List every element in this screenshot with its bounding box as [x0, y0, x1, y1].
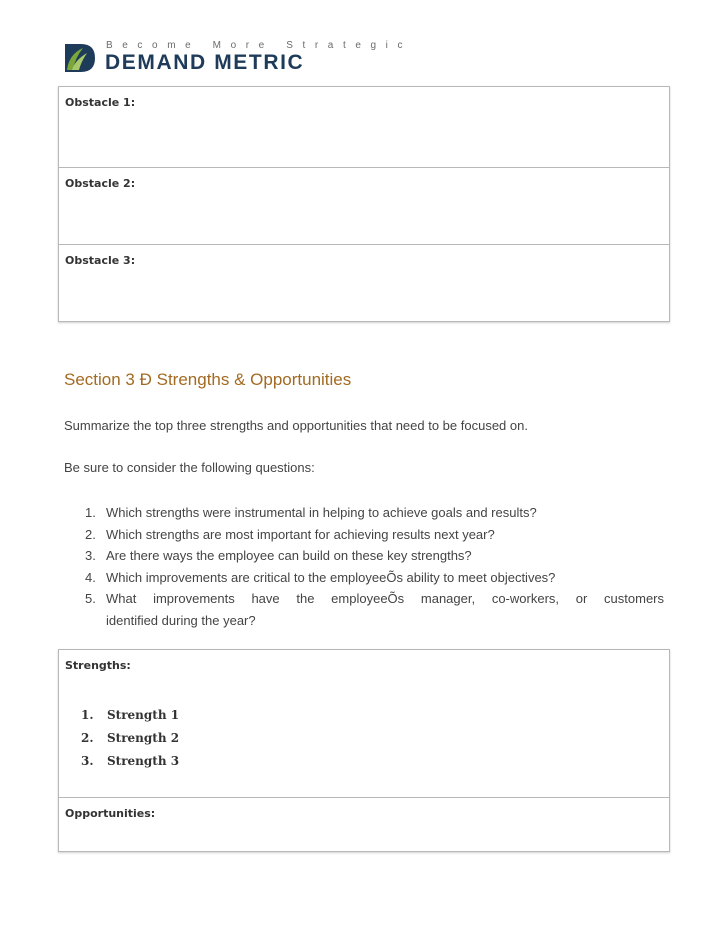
strengths-row: [59, 650, 669, 798]
list-item-number: 3.: [81, 754, 94, 768]
obstacle-row-1: [59, 87, 669, 168]
list-item-number: 1.: [81, 708, 94, 722]
list-item: [64, 545, 664, 567]
strengths-opportunities-table: [58, 649, 670, 852]
list-item: [64, 588, 664, 631]
list-item-text: What improvements have the employeeÕs manager, co-workers, or customers: [106, 591, 664, 606]
section-title: Section 3 Ð Strengths & Opportunities: [64, 370, 352, 389]
obstacle-row-2: [59, 168, 669, 245]
logo-tagline: Become More Strategic: [106, 40, 413, 51]
strengths-label: Strengths:: [65, 659, 131, 672]
demand-metric-logo: [63, 38, 413, 78]
list-item-number: 4.: [85, 569, 96, 585]
logo-brand-name: DEMAND METRIC: [105, 51, 305, 74]
list-item: [64, 502, 664, 524]
list-item-text: Are there ways the employee can build on these key strengths?: [106, 548, 472, 563]
list-item: [81, 704, 179, 727]
question-list: [64, 502, 664, 631]
obstacle-label: Obstacle 2:: [65, 177, 136, 190]
list-item-number: 2.: [85, 526, 96, 542]
list-item-text: Which strengths are most important for achieving results next year?: [106, 526, 495, 542]
list-item-text: Which improvements are critical to the employeeÕs ability to meet objectives?: [106, 569, 556, 585]
list-item-text: Strength 3: [107, 754, 180, 768]
list-item-number: 3.: [85, 548, 96, 563]
logo-mark-icon: [63, 40, 97, 74]
opportunities-row: [59, 798, 669, 851]
list-item-text: Which strengths were instrumental in helping to achieve goals and results?: [106, 505, 537, 520]
list-item-number: 2.: [81, 731, 94, 745]
list-item: [81, 727, 179, 750]
list-item-text: Strength 1: [107, 708, 180, 722]
section-consider-text: Be sure to consider the following questions:: [64, 460, 315, 475]
list-item-text-continued: identified during the year?: [106, 612, 256, 628]
obstacle-label: Obstacle 1:: [65, 96, 136, 109]
obstacle-label: Obstacle 3:: [65, 254, 136, 267]
obstacles-table: [58, 86, 670, 322]
list-item-number: 5.: [85, 591, 96, 606]
list-item: [64, 567, 664, 589]
strengths-list: [81, 704, 179, 773]
section-summary: Summarize the top three strengths and opportunities that need to be focused on.: [64, 418, 528, 433]
list-item-number: 1.: [85, 505, 96, 520]
list-item-text: Strength 2: [107, 731, 180, 745]
opportunities-label: Opportunities:: [65, 807, 156, 820]
obstacle-row-3: [59, 245, 669, 321]
list-item: [64, 524, 664, 546]
list-item: [81, 750, 179, 773]
